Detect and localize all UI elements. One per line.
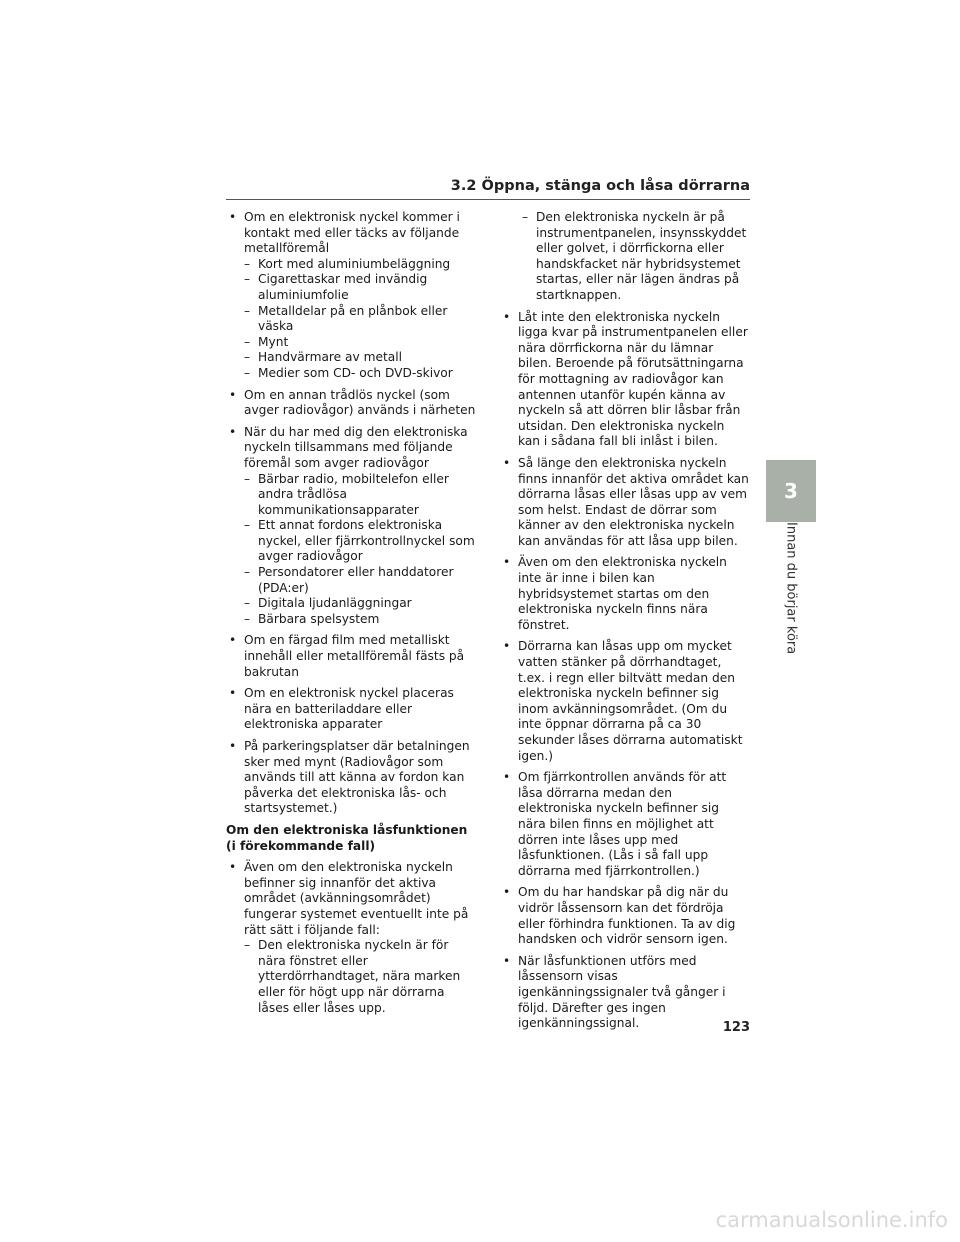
watermark: carmanualsonline.info [715, 1208, 948, 1232]
sub-item: – Kort med aluminiumbeläggning [244, 257, 476, 273]
bullet-item [226, 860, 476, 1016]
chapter-label-container [766, 522, 816, 655]
bullet-text: • På parkeringsplatser där betalningen sker med mynt (Radiovågor som används till att känna av fordon kan påverka det elektroniska lås- och startsystemet.) [244, 739, 470, 816]
bullet-item: • Låt inte den elektroniska nyckeln ligga kvar på instrumentpanelen eller nära dörrfickorna när du lämnar bilen. Beroende på förutsättningarna för mottagning av radiovågor kan antennen utanför kupén känna av nyckeln så att dörren blir låsbar från utsidan. Den elektroniska nyckeln kan i sådana fall bli inlåst i bilen. [500, 310, 750, 450]
header-divider [226, 199, 750, 200]
sub-list [244, 938, 476, 1016]
sub-item-continued: – Den elektroniska nyckeln är på instrumentpanelen, insynsskyddet eller golvet, i dörrfickorna eller handskfacket när hybridsystemet startas, eller när lägen ändras på startknappen. [522, 210, 750, 304]
sub-item: – Ett annat fordons elektroniska nyckel, eller fjärrkontrollnyckel som avger radiovågor [244, 518, 476, 565]
bullet-item: • Om fjärrkontrollen används för att låsa dörrarna medan den elektroniska nyckeln befinner sig nära bilen finns en möjlighet att dörren inte låses upp med låsfunktionen. (Lås i så fall upp dörrarna med fjärrkontrollen.) [500, 770, 750, 879]
sub-item: – Metalldelar på en plånbok eller väska [244, 304, 476, 335]
page-number: 123 [722, 1020, 750, 1035]
bullet-item [226, 425, 476, 628]
chapter-number: 3 [784, 479, 798, 503]
bullet-item: • Även om den elektroniska nyckeln inte är inne i bilen kan hybridsystemet startas om den elektroniska nyckeln finns nära fönstret. [500, 555, 750, 633]
right-column [500, 210, 750, 1038]
sub-item: – Den elektroniska nyckeln är för nära fönstret eller ytterdörrhandtaget, nära marken eller för högt upp när dörrarna låses eller låses upp. [244, 938, 476, 1016]
sub-item: – Bärbara spelsystem [244, 612, 476, 628]
bullet-item: • Om du har handskar på dig när du vidrör låssensorn kan det fördröja eller förhindra funktionen. Ta av dig handsken och vidrör sensorn igen. [500, 885, 750, 947]
bullet-item [226, 633, 476, 680]
left-column [226, 210, 476, 1022]
sub-item: – Mynt [244, 335, 476, 351]
sub-item: – Digitala ljudanläggningar [244, 596, 476, 612]
sub-list [244, 257, 476, 382]
bullet-text: • Om en elektronisk nyckel kommer i kontakt med eller täcks av följande metallföremål [244, 210, 460, 256]
bullet-item: • Dörrarna kan låsas upp om mycket vatten stänker på dörrhandtaget, t.ex. i regn eller biltvätt medan den elektroniska nyckeln befinner sig inom avkänningsområdet. (Om du inte öppnar dörrarna på ca 30 sekunder låses dörrarna automatiskt igen.) [500, 639, 750, 764]
sub-item: – Medier som CD- och DVD-skivor [244, 366, 476, 382]
bullet-item [226, 686, 476, 733]
subsection-heading: Om den elektroniska låsfunktionen (i förekommande fall) [226, 822, 468, 853]
bullet-item [226, 210, 476, 382]
sub-item: – Cigarettaskar med invändig aluminiumfolie [244, 272, 476, 303]
bullet-item [226, 739, 476, 817]
sub-item: – Handvärmare av metall [244, 350, 476, 366]
bullet-item: • Så länge den elektroniska nyckeln finns innanför det aktiva området kan dörrarna låsas eller låsas upp av vem som helst. Endast de dörrar som känner av den elektroniska nyckeln kan användas för att låsa upp bilen. [500, 456, 750, 550]
bullet-text: • Om en annan trådlös nyckel (som avger radiovågor) används i närheten [244, 387, 476, 418]
bullet-text: • Om en elektronisk nyckel placeras nära en batteriladdare eller elektroniska apparater [244, 686, 454, 732]
chapter-label: Innan du börjar köra [783, 522, 799, 655]
section-header: 3.2 Öppna, stänga och låsa dörrarna [450, 178, 750, 194]
sub-item: – Bärbar radio, mobiltelefon eller andra trådlösa kommunikationsapparater [244, 472, 476, 519]
bullet-text: • När du har med dig den elektroniska nyckeln tillsammans med följande föremål som avger radiovågor [244, 424, 468, 470]
bullet-item [226, 388, 476, 419]
bullet-item: • När låsfunktionen utförs med låssensorn visas igenkänningssignaler två gånger i följd. Därefter ges ingen igenkänningssignal. [500, 954, 750, 1032]
chapter-tab [766, 460, 816, 522]
sub-list [244, 472, 476, 628]
bullet-text: • Om en färgad film med metalliskt innehåll eller metallföremål fästs på bakrutan [244, 633, 465, 679]
sub-item: – Persondatorer eller handdatorer (PDA:er) [244, 565, 476, 596]
bullet-text: • Även om den elektroniska nyckeln befinner sig innanför det aktiva området (avkänningsområdet) fungerar systemet eventuellt inte på rätt sätt i följande fall: [244, 860, 469, 937]
